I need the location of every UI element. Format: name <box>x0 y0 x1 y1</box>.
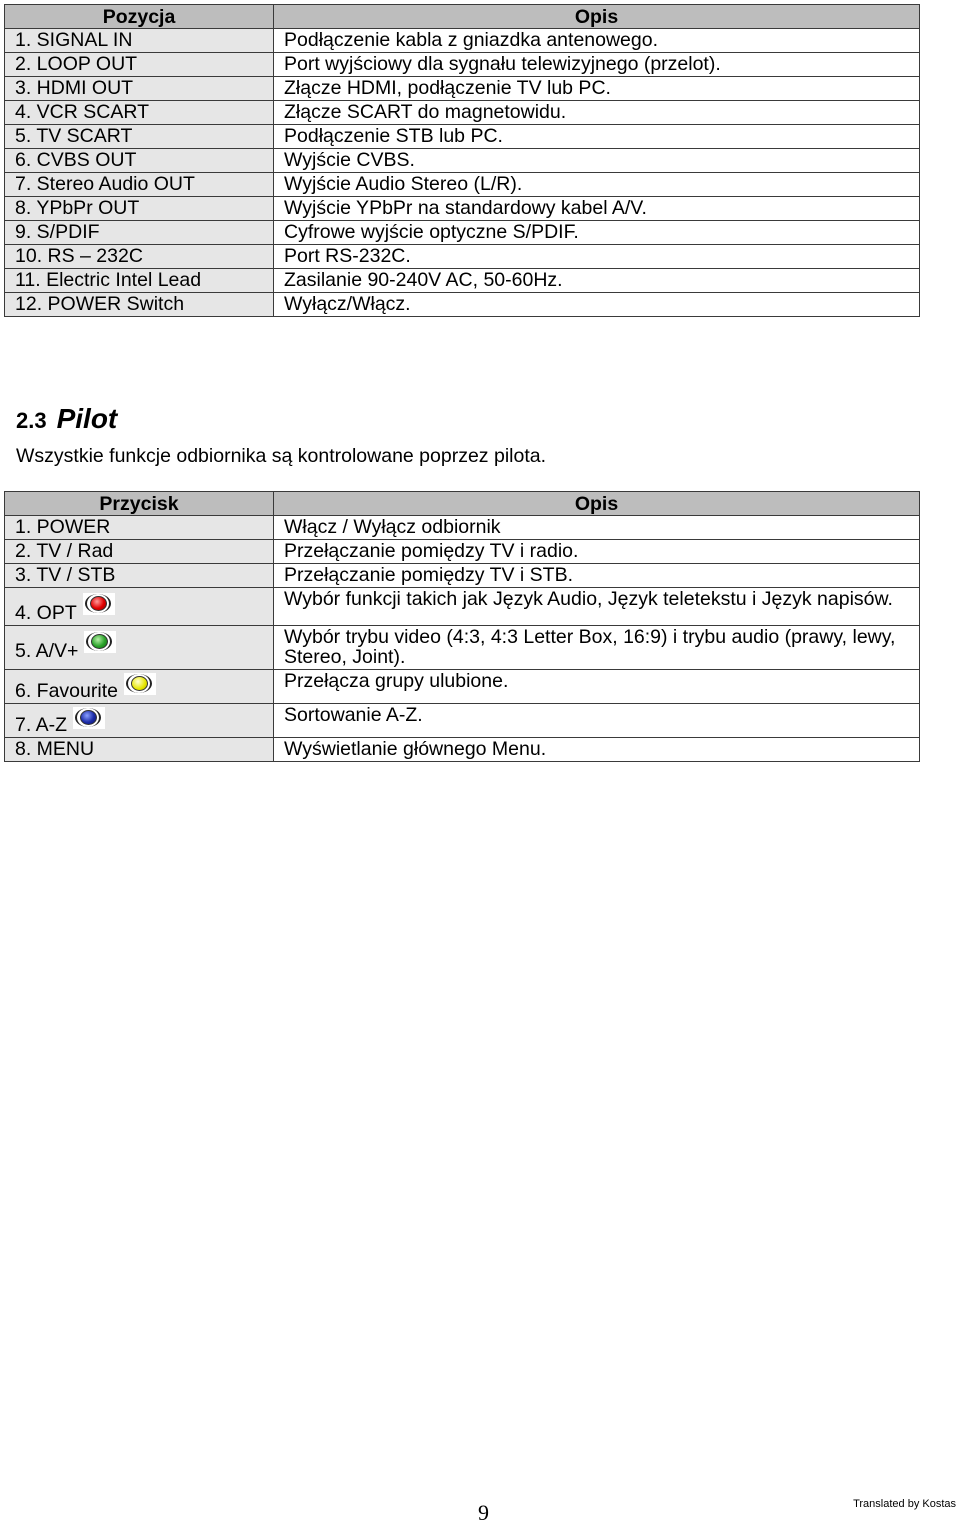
table-row <box>5 221 920 245</box>
column-header-button: Przycisk <box>5 492 274 516</box>
table-row <box>5 738 920 762</box>
remote-buttons-table <box>4 491 920 762</box>
table-row <box>5 704 920 738</box>
table-row <box>5 269 920 293</box>
blue-button-icon <box>73 707 105 729</box>
table-row <box>5 245 920 269</box>
row-description: Podłączenie STB lub PC. <box>274 125 920 149</box>
section-number: 2.3 <box>16 408 47 433</box>
table-row <box>5 77 920 101</box>
row-label: 8. YPbPr OUT <box>5 197 274 221</box>
row-label: 10. RS – 232C <box>5 245 274 269</box>
table-row <box>5 626 920 670</box>
table-header-row <box>5 5 920 29</box>
row-description: Wyjście Audio Stereo (L/R). <box>274 173 920 197</box>
table-row <box>5 197 920 221</box>
column-header-description: Opis <box>274 492 920 516</box>
button-name: 4. OPT <box>15 602 77 624</box>
translator-credit: Translated by Kostas <box>853 1498 956 1510</box>
row-label <box>5 626 274 670</box>
table-row <box>5 670 920 704</box>
row-label <box>5 704 274 738</box>
row-label: 5. TV SCART <box>5 125 274 149</box>
red-button-icon <box>83 593 115 615</box>
section-intro: Wszystkie funkcje odbiornika są kontrolowane poprzez pilota. <box>16 445 547 467</box>
row-description: Włącz / Wyłącz odbiornik <box>274 516 920 540</box>
row-description: Wyjście YPbPr na standardowy kabel A/V. <box>274 197 920 221</box>
table-header-row <box>5 492 920 516</box>
column-header-description: Opis <box>274 5 920 29</box>
table-row <box>5 125 920 149</box>
green-button-icon <box>84 631 116 653</box>
row-label: 3. HDMI OUT <box>5 77 274 101</box>
row-label: 9. S/PDIF <box>5 221 274 245</box>
button-name: 6. Favourite <box>15 680 118 702</box>
button-name: 2. TV / Rad <box>15 540 114 562</box>
row-description: Przełączanie pomiędzy TV i STB. <box>274 564 920 588</box>
row-description: Wyłącz/Włącz. <box>274 293 920 317</box>
row-label <box>5 516 274 540</box>
row-label: 1. SIGNAL IN <box>5 29 274 53</box>
connectors-table <box>4 4 920 317</box>
table-row <box>5 516 920 540</box>
row-description: Wybór funkcji takich jak Język Audio, Język teletekstu i Język napisów. <box>274 588 920 626</box>
row-description: Wybór trybu video (4:3, 4:3 Letter Box, 16:9) i trybu audio (prawy, lewy, Stereo, Joint). <box>274 626 920 670</box>
yellow-dot <box>131 676 148 691</box>
column-header-position: Pozycja <box>5 5 274 29</box>
row-description: Cyfrowe wyjście optyczne S/PDIF. <box>274 221 920 245</box>
row-description: Przełącza grupy ulubione. <box>274 670 920 704</box>
red-dot <box>90 596 107 611</box>
button-name: 8. MENU <box>15 738 95 760</box>
row-label <box>5 540 274 564</box>
row-label: 2. LOOP OUT <box>5 53 274 77</box>
row-description: Port RS-232C. <box>274 245 920 269</box>
button-name: 3. TV / STB <box>15 564 116 586</box>
row-description: Wyjście CVBS. <box>274 149 920 173</box>
table-row <box>5 588 920 626</box>
section-title: Pilot <box>56 403 118 434</box>
row-label: 12. POWER Switch <box>5 293 274 317</box>
blue-dot <box>80 710 97 725</box>
table-row <box>5 173 920 197</box>
button-name: 5. A/V+ <box>15 640 79 662</box>
table-row <box>5 29 920 53</box>
button-name: 7. A-Z <box>15 714 68 736</box>
page-number: 9 <box>478 1500 489 1525</box>
row-description: Złącze HDMI, podłączenie TV lub PC. <box>274 77 920 101</box>
table-row <box>5 149 920 173</box>
row-description: Port wyjściowy dla sygnału telewizyjnego (przelot). <box>274 53 920 77</box>
row-description: Przełączanie pomiędzy TV i radio. <box>274 540 920 564</box>
row-description: Podłączenie kabla z gniazdka antenowego. <box>274 29 920 53</box>
row-label <box>5 738 274 762</box>
yellow-button-icon <box>124 673 156 695</box>
row-label <box>5 564 274 588</box>
row-description: Wyświetlanie głównego Menu. <box>274 738 920 762</box>
table-row <box>5 564 920 588</box>
button-name: 1. POWER <box>15 516 111 538</box>
row-description: Złącze SCART do magnetowidu. <box>274 101 920 125</box>
table-row <box>5 293 920 317</box>
section-heading <box>16 403 117 435</box>
table-row <box>5 540 920 564</box>
row-description: Sortowanie A-Z. <box>274 704 920 738</box>
row-label: 4. VCR SCART <box>5 101 274 125</box>
table-row <box>5 101 920 125</box>
row-label: 11. Electric Intel Lead <box>5 269 274 293</box>
table-row <box>5 53 920 77</box>
row-description: Zasilanie 90-240V AC, 50-60Hz. <box>274 269 920 293</box>
row-label: 7. Stereo Audio OUT <box>5 173 274 197</box>
row-label: 6. CVBS OUT <box>5 149 274 173</box>
row-label <box>5 588 274 626</box>
row-label <box>5 670 274 704</box>
